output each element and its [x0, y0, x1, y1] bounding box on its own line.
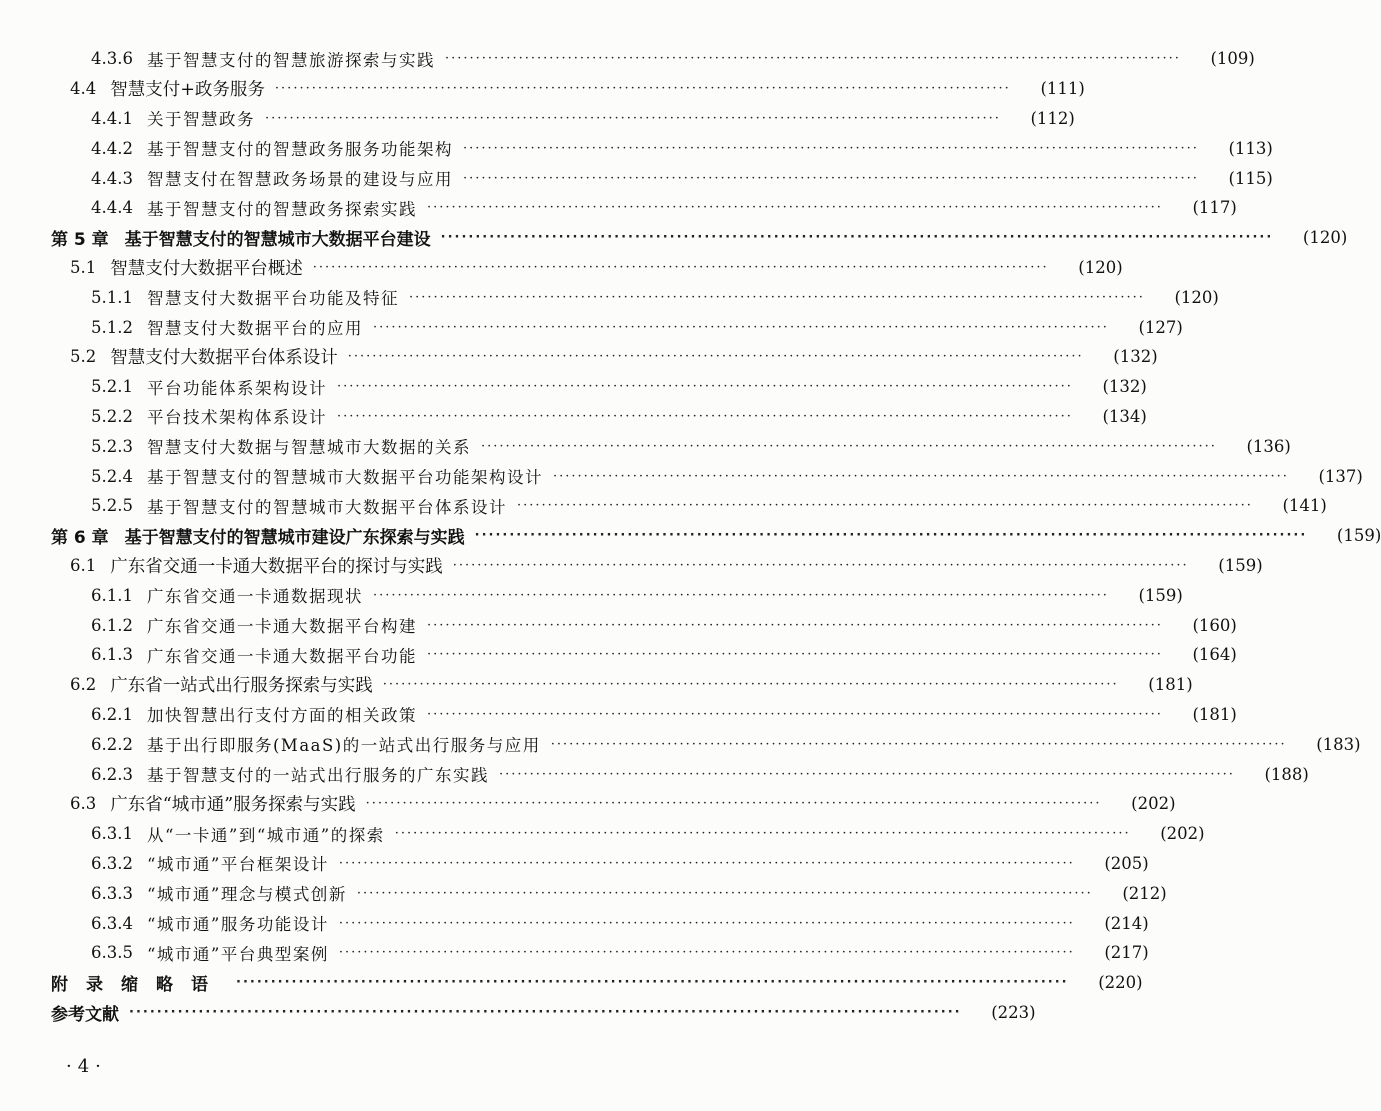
- toc-entry-title: 平台技术架构体系设计: [146, 408, 327, 428]
- toc-entry-title: 平台功能体系架构设计: [146, 378, 327, 398]
- toc-leader-dots: ························································································································: [382, 677, 1119, 693]
- toc-leader-dots: ························································································································: [394, 826, 1131, 842]
- toc-entry-15: [0, 491, 1327, 521]
- toc-entry-title: 智慧支付大数据与智慧城市大数据的关系: [146, 438, 471, 458]
- toc-entry-page: (117): [1192, 198, 1237, 218]
- toc-entry-page: (159): [1138, 585, 1183, 605]
- toc-entry-title: “城市通”服务功能设计: [146, 915, 329, 934]
- toc-entry-5: [0, 193, 1237, 223]
- toc-leader-dots: ························································································································: [474, 528, 1308, 544]
- toc-entry-19: [0, 610, 1237, 640]
- toc-entry-number: 6.1.3: [91, 645, 133, 665]
- toc-entry-30: [0, 938, 1149, 968]
- toc-entry-title: 智慧支付大数据平台体系设计: [110, 348, 338, 369]
- toc-entry-title: 基于智慧支付的智慧城市建设广东探索与实践: [124, 528, 465, 549]
- toc-entry-page: (134): [1102, 406, 1147, 426]
- toc-entry-number: 第 5 章: [51, 230, 109, 251]
- toc-leader-dots: ························································································································: [462, 170, 1199, 186]
- toc-entry-title: 附录缩略语: [51, 975, 226, 996]
- toc-entry-page: (188): [1264, 764, 1309, 784]
- toc-leader-dots: ························································································································: [347, 349, 1084, 365]
- toc-leader-dots: ························································································································: [462, 140, 1199, 156]
- toc-entry-7: [0, 253, 1123, 283]
- toc-entry-number: 5.2.4: [91, 466, 133, 486]
- toc-entry-number: 6.1: [70, 555, 97, 575]
- toc-entry-number: 6.3.3: [91, 883, 133, 903]
- toc-entry-9: [0, 312, 1183, 342]
- toc-entry-number: 5.2.5: [91, 496, 133, 516]
- toc-entry-title: 基于智慧支付的一站式出行服务的广东实践: [146, 766, 489, 786]
- toc-entry-24: [0, 759, 1309, 789]
- toc-entry-page: (223): [991, 1002, 1036, 1022]
- toc-entry-page: (109): [1210, 49, 1255, 69]
- toc-entry-29: [0, 908, 1149, 938]
- toc-entry-page: (159): [1336, 526, 1381, 546]
- toc-entry-22: [0, 700, 1237, 730]
- toc-entry-number: 6.1.2: [91, 615, 133, 635]
- toc-entry-title: 加快智慧出行支付方面的相关政策: [146, 706, 417, 726]
- toc-entry-page: (181): [1192, 704, 1237, 724]
- toc-entry-number: 4.3.6: [91, 49, 133, 69]
- toc-entry-title: 广东省“城市通”服务探索与实践: [110, 795, 356, 816]
- toc-entry-title: “城市通”平台框架设计: [146, 855, 329, 875]
- toc-entry-page: (164): [1192, 645, 1237, 665]
- toc-leader-dots: ························································································································: [480, 438, 1217, 454]
- toc-entry-18: [0, 580, 1183, 610]
- page-number: ·4·: [66, 1056, 107, 1077]
- toc-entry-page: (111): [1040, 79, 1085, 99]
- toc-entry-page: (132): [1102, 377, 1147, 397]
- toc-entry-number: 5.1: [70, 257, 97, 277]
- toc-entry-page: (202): [1160, 824, 1205, 844]
- toc-entry-number: 6.3.2: [91, 853, 133, 873]
- toc-entry-page: (181): [1148, 675, 1193, 695]
- toc-leader-dots: ························································································································: [372, 587, 1109, 603]
- toc-entry-32: [0, 998, 1036, 1028]
- toc-entry-number: 5.1.1: [91, 287, 133, 307]
- toc-entry-page: (183): [1316, 734, 1361, 754]
- toc-entry-16: [0, 521, 1381, 551]
- toc-entry-31: [0, 968, 1143, 998]
- toc-leader-dots: ························································································································: [426, 617, 1163, 633]
- toc-entry-4: [0, 163, 1273, 193]
- toc-entry-title: 广东省交通一卡通大数据平台构建: [146, 617, 417, 637]
- toc-entry-number: 6.3.1: [91, 824, 133, 844]
- toc-entry-number: 5.1.2: [91, 317, 133, 337]
- toc-entry-20: [0, 640, 1237, 670]
- toc-entry-number: 6.2: [70, 675, 97, 695]
- toc-entry-title: “城市通”平台典型案例: [146, 944, 329, 964]
- toc-entry-title: 参考文献: [51, 1004, 119, 1025]
- toc-entry-page: (202): [1131, 794, 1176, 814]
- toc-leader-dots: ························································································································: [356, 885, 1093, 901]
- toc-entry-23: [0, 729, 1361, 759]
- toc-entry-title: 基于智慧支付的智慧城市大数据平台功能架构设计: [146, 468, 543, 488]
- toc-leader-dots: ························································································································: [372, 319, 1109, 335]
- toc-entry-0: [0, 44, 1255, 74]
- toc-entry-11: [0, 372, 1147, 402]
- toc-leader-dots: ························································································································: [365, 796, 1102, 812]
- toc-entry-page: (212): [1122, 883, 1167, 903]
- toc-entry-page: (120): [1302, 228, 1348, 248]
- toc-entry-number: 4.4.4: [91, 198, 133, 218]
- toc-leader-dots: ························································································································: [312, 259, 1049, 275]
- toc-leader-dots: ························································································································: [336, 408, 1073, 424]
- toc-entry-page: (136): [1246, 436, 1291, 456]
- toc-entry-title: 智慧支付大数据平台的应用: [146, 319, 363, 339]
- toc-leader-dots: ························································································································: [338, 945, 1075, 961]
- toc-entry-title: 基于智慧支付的智慧城市大数据平台体系设计: [146, 497, 507, 517]
- toc-entry-number: 5.2.1: [91, 377, 133, 397]
- toc-entry-12: [0, 402, 1147, 432]
- toc-entry-number: 6.2.2: [91, 734, 133, 754]
- toc-entry-number: 4.4.3: [91, 168, 133, 188]
- toc-entry-page: (127): [1138, 317, 1183, 337]
- toc-leader-dots: ························································································································: [338, 855, 1075, 871]
- toc-entry-1: [0, 74, 1085, 104]
- toc-leader-dots: ························································································································: [550, 736, 1287, 752]
- toc-entry-page: (113): [1228, 138, 1273, 158]
- toc-entry-page: (160): [1192, 615, 1237, 635]
- toc-leader-dots: ························································································································: [426, 706, 1163, 722]
- toc-leader-dots: ························································································································: [426, 200, 1163, 216]
- toc-entry-3: [0, 133, 1273, 163]
- toc-leader-dots: ························································································································: [552, 468, 1289, 484]
- toc-entry-title: 智慧支付+政务服务: [110, 80, 265, 101]
- toc-entry-number: 6.2.3: [91, 764, 133, 784]
- toc-entry-21: [0, 670, 1193, 700]
- toc-entry-number: 5.2.3: [91, 436, 133, 456]
- toc-entry-title: 基于出行即服务(MaaS)的一站式出行服务与应用: [146, 736, 541, 756]
- toc-leader-dots: ························································································································: [264, 110, 1001, 126]
- toc-entry-number: 5.2: [70, 347, 97, 367]
- toc-entry-title: 基于智慧支付的智慧旅游探索与实践: [146, 50, 435, 70]
- toc-leader-dots: ························································································································: [452, 557, 1189, 573]
- toc-entry-title: 基于智慧支付的智慧政务服务功能架构: [146, 140, 453, 160]
- toc-entry-number: 4.4.2: [91, 138, 133, 158]
- toc-entry-page: (137): [1318, 466, 1363, 486]
- toc-leader-dots: ························································································································: [444, 51, 1181, 67]
- toc-entry-number: 第 6 章: [51, 528, 109, 549]
- toc-entry-title: 基于智慧支付的智慧城市大数据平台建设: [124, 230, 431, 251]
- toc-entry-page: (120): [1078, 257, 1123, 277]
- toc-leader-dots: ························································································································: [129, 1004, 962, 1020]
- toc-entry-2: [0, 104, 1075, 134]
- toc-entry-number: 6.3.4: [91, 913, 133, 933]
- toc-entry-27: [0, 849, 1149, 879]
- toc-entry-page: (159): [1218, 555, 1263, 575]
- toc-entry-number: 5.2.2: [91, 406, 133, 426]
- toc-entry-title: 智慧支付在智慧政务场景的建设与应用: [146, 170, 453, 190]
- toc-entry-28: [0, 878, 1167, 908]
- toc-leader-dots: ························································································································: [236, 975, 1069, 991]
- toc-entry-number: 6.3.5: [91, 943, 133, 963]
- toc-leader-dots: ························································································································: [498, 766, 1235, 782]
- toc-leader-dots: ························································································································: [274, 81, 1011, 97]
- toc-leader-dots: ························································································································: [336, 379, 1073, 395]
- table-of-contents: [0, 44, 1381, 1027]
- toc-entry-8: [0, 282, 1219, 312]
- toc-entry-number: 6.1.1: [91, 585, 133, 605]
- toc-entry-page: (220): [1098, 973, 1143, 993]
- toc-entry-10: [0, 342, 1158, 372]
- toc-entry-number: 4.4: [70, 79, 97, 99]
- toc-entry-title: 智慧支付大数据平台概述: [110, 258, 303, 279]
- toc-entry-14: [0, 461, 1363, 491]
- toc-entry-title: 广东省交通一卡通大数据平台功能: [146, 646, 417, 666]
- toc-leader-dots: ························································································································: [408, 289, 1145, 305]
- toc-entry-title: 基于智慧支付的智慧政务探索实践: [146, 199, 417, 219]
- toc-entry-page: (115): [1228, 168, 1273, 188]
- toc-entry-number: 4.4.1: [91, 108, 133, 128]
- toc-entry-page: (214): [1104, 913, 1149, 933]
- toc-entry-6: [0, 223, 1348, 253]
- toc-entry-title: “城市通”理念与模式创新: [146, 885, 347, 905]
- toc-leader-dots: ························································································································: [338, 915, 1075, 931]
- toc-entry-page: (120): [1174, 287, 1219, 307]
- toc-entry-number: 6.2.1: [91, 704, 133, 724]
- toc-entry-title: 广东省交通一卡通数据现状: [146, 587, 363, 607]
- toc-entry-page: (205): [1104, 853, 1149, 873]
- toc-entry-number: 6.3: [70, 794, 97, 814]
- toc-entry-title: 从“一卡通”到“城市通”的探索: [146, 825, 385, 845]
- toc-entry-17: [0, 551, 1263, 581]
- toc-entry-page: (112): [1030, 108, 1075, 128]
- toc-leader-dots: ························································································································: [516, 498, 1253, 514]
- toc-leader-dots: ························································································································: [440, 230, 1274, 246]
- toc-entry-title: 智慧支付大数据平台功能及特征: [146, 289, 399, 309]
- toc-entry-page: (141): [1282, 496, 1327, 516]
- toc-entry-title: 关于智慧政务: [146, 110, 255, 130]
- toc-entry-26: [0, 819, 1205, 849]
- toc-entry-page: (217): [1104, 943, 1149, 963]
- toc-entry-title: 广东省交通一卡通大数据平台的探讨与实践: [110, 556, 443, 577]
- toc-entry-title: 广东省一站式出行服务探索与实践: [110, 676, 373, 697]
- toc-entry-25: [0, 789, 1176, 819]
- toc-leader-dots: ························································································································: [426, 647, 1163, 663]
- toc-entry-13: [0, 431, 1291, 461]
- toc-entry-page: (132): [1113, 347, 1158, 367]
